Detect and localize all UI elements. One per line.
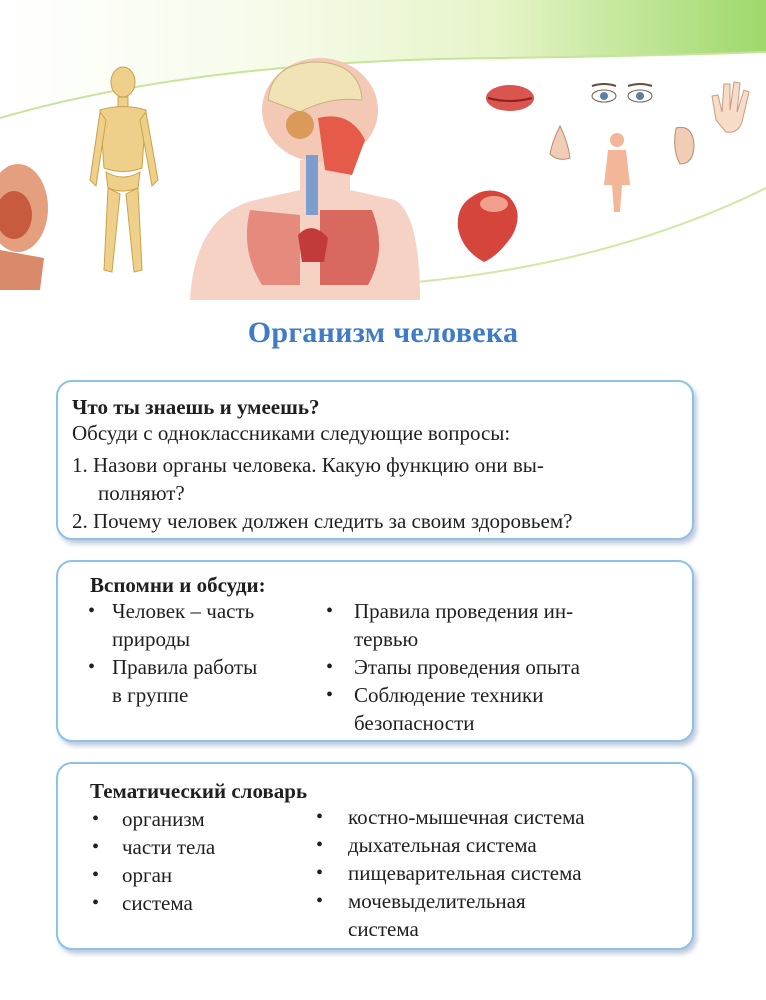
bullet: • xyxy=(88,600,96,622)
bullet: • xyxy=(92,892,100,914)
ear-illustration xyxy=(675,127,694,164)
recall-heading: Вспомни и обсуди: xyxy=(90,573,266,597)
bullet: • xyxy=(92,808,100,830)
vocab-left-item-3: орган xyxy=(122,863,173,887)
vocab-right-item-3: пищеварительная система xyxy=(348,861,582,885)
vocabulary-heading: Тематический словарь xyxy=(90,779,308,803)
recall-right-item-1-cont: тервью xyxy=(354,627,419,651)
bullet: • xyxy=(92,836,100,858)
vocab-right-item-4-cont: система xyxy=(348,917,419,941)
bullet: • xyxy=(316,834,324,856)
bullet: • xyxy=(316,890,324,912)
bullet: • xyxy=(326,656,334,678)
recall-right-item-3: Соблюдение техники xyxy=(354,683,544,707)
page-title: Организм человека xyxy=(247,316,519,349)
recall-left-item-1-cont: природы xyxy=(112,627,191,651)
vocab-left-item-4: система xyxy=(122,891,193,915)
recall-box xyxy=(56,560,694,742)
recall-left-item-2-cont: в группе xyxy=(112,683,189,707)
vocab-left-item-1: организм xyxy=(122,807,205,831)
bullet: • xyxy=(326,684,334,706)
question-1-line-2: полняют? xyxy=(98,481,185,505)
recall-right-item-2: Этапы проведения опыта xyxy=(354,655,581,679)
knowledge-box xyxy=(56,380,694,540)
header-illustration xyxy=(0,0,766,300)
vocab-left-item-2: части тела xyxy=(122,835,216,859)
recall-left-item-2: Правила работы xyxy=(112,655,258,679)
bullet: • xyxy=(92,864,100,886)
knowledge-heading: Что ты знаешь и умеешь? xyxy=(72,395,320,419)
vocab-right-item-1: костно-мышечная система xyxy=(348,805,585,829)
recall-right-item-1: Правила проведения ин- xyxy=(354,599,574,623)
question-1-line-1: 1. Назови органы человека. Какую функцию они вы- xyxy=(72,453,544,477)
recall-left-item-1: Человек – часть xyxy=(112,599,255,623)
knowledge-intro: Обсуди с одноклассниками следующие вопросы: xyxy=(72,421,511,445)
question-2: 2. Почему человек должен следить за своим здоровьем? xyxy=(72,509,573,533)
recall-right-item-3-cont: безопасности xyxy=(354,711,475,735)
vocab-right-item-2: дыхательная система xyxy=(348,833,537,857)
vocab-right-item-4: мочевыделительная xyxy=(348,889,526,913)
head-muscles-illustration xyxy=(0,164,48,290)
bullet: • xyxy=(326,600,334,622)
vocabulary-box xyxy=(56,762,694,950)
bullet: • xyxy=(316,806,324,828)
bullet: • xyxy=(316,862,324,884)
bullet: • xyxy=(88,656,96,678)
lips-illustration xyxy=(486,85,534,111)
